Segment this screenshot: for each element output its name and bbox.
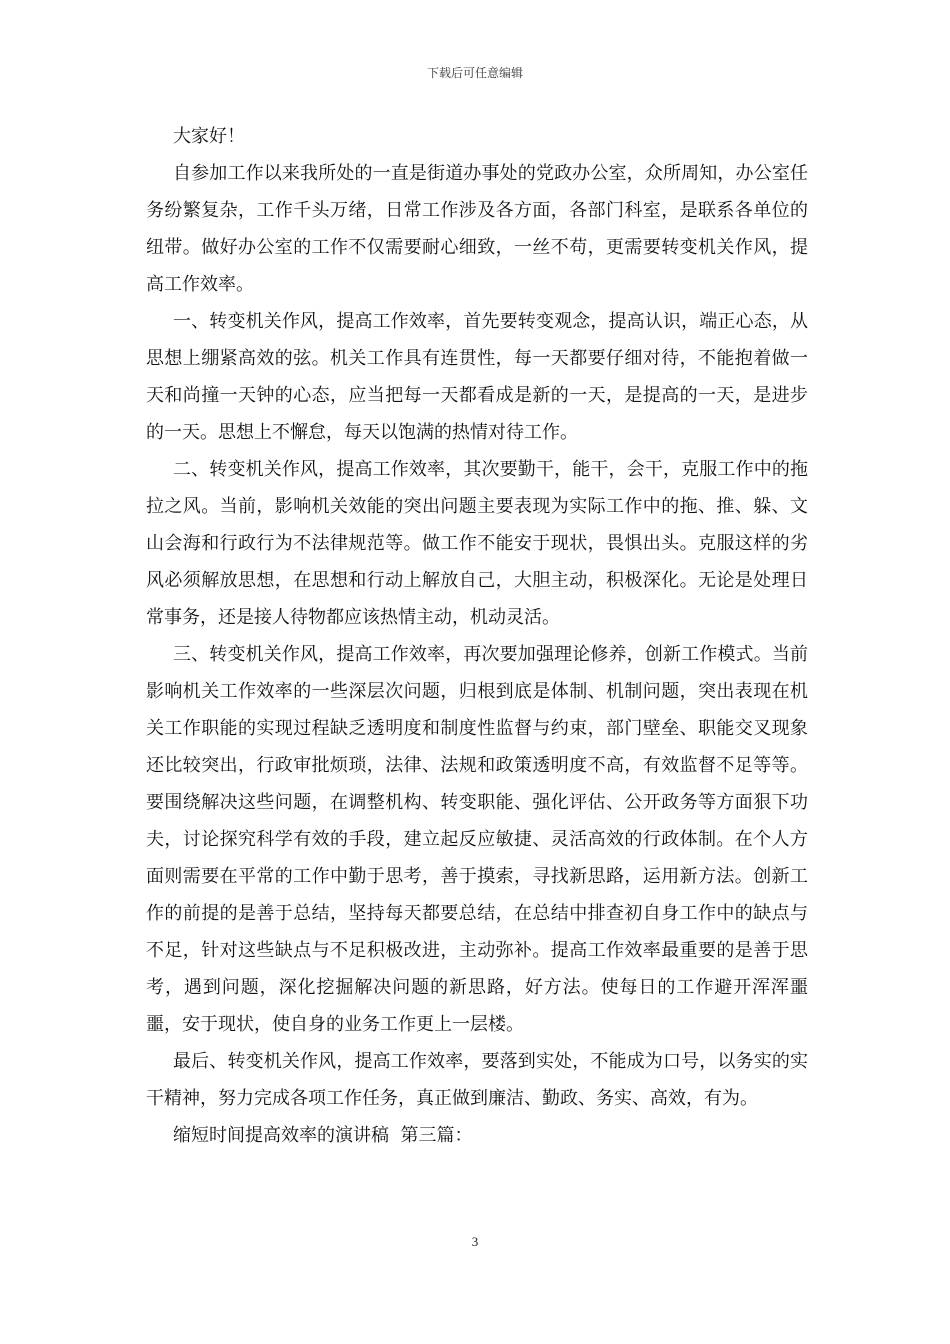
page-number: 3 xyxy=(471,1234,479,1249)
paragraph-point-two: 二、转变机关作风，提高工作效率，其次要勤干，能干，会干，克服工作中的拖拉之风。当前，影响机关效能的突出问题主要表现为实际工作中的拖、推、躲、文山会海和行政行为不法律规范等。做工作不能安于现状，畏惧出头。克服这样的劣风必须解放思想，在思想和行动上解放自己，大胆主动，积极深化。无论是处理日常事务，还是接人待物都应该热情主动，机动灵活。 xyxy=(146,459,808,628)
paragraph-intro: 自参加工作以来我所处的一直是街道办事处的党政办公室，众所周知，办公室任务纷繁复杂，工作千头万绪，日常工作涉及各方面，各部门科室，是联系各单位的纽带。做好办公室的工作不仅需要耐心细致，一丝不苟，更需要转变机关作风，提高工作效率。 xyxy=(146,163,808,295)
paragraph-next-section-title: 缩短时间提高效率的演讲稿 第三篇： xyxy=(173,1125,473,1146)
paragraph-conclusion: 最后、转变机关作风，提高工作效率，要落到实处，不能成为口号，以务实的实干精神，努力完成各项工作任务，真正做到廉洁、勤政、务实、高效，有为。 xyxy=(146,1051,808,1109)
header-note: 下载后可任意编辑 xyxy=(426,66,523,80)
paragraph-point-one: 一、转变机关作风，提高工作效率，首先要转变观念，提高认识，端正心态，从思想上绷紧高效的弦。机关工作具有连贯性，每一天都要仔细对待，不能抱着做一天和尚撞一天钟的心态，应当把每一天都看成是新的一天，是提高的一天，是进步的一天。思想上不懈怠，每天以饱满的热情对待工作。 xyxy=(146,311,808,443)
paragraph-point-three: 三、转变机关作风，提高工作效率，再次要加强理论修养，创新工作模式。当前影响机关工作效率的一些深层次问题，归根到底是体制、机制问题，突出表现在机关工作职能的实现过程缺乏透明度和制度性监督与约束，部门壁垒、职能交叉现象还比较突出，行政审批烦琐，法律、法规和政策透明度不高，有效监督不足等等。要围绕解决这些问题，在调整机构、转变职能、强化评估、公开政务等方面狠下功夫，讨论探究科学有效的手段，建立起反应敏捷、灵活高效的行政体制。在个人方面则需要在平常的工作中勤于思考，善于摸索，寻找新思路，运用新方法。创新工作的前提的是善于总结，坚持每天都要总结，在总结中排查初自身工作中的缺点与不足，针对这些缺点与不足积极改进，主动弥补。提高工作效率最重要的是善于思考，遇到问题，深化挖掘解决问题的新思路，好方法。使每日的工作避开浑浑噩噩，安于现状，使自身的业务工作更上一层楼。 xyxy=(146,644,808,1035)
paragraph-greeting: 大家好！ xyxy=(173,126,245,147)
document-body xyxy=(146,118,808,1154)
